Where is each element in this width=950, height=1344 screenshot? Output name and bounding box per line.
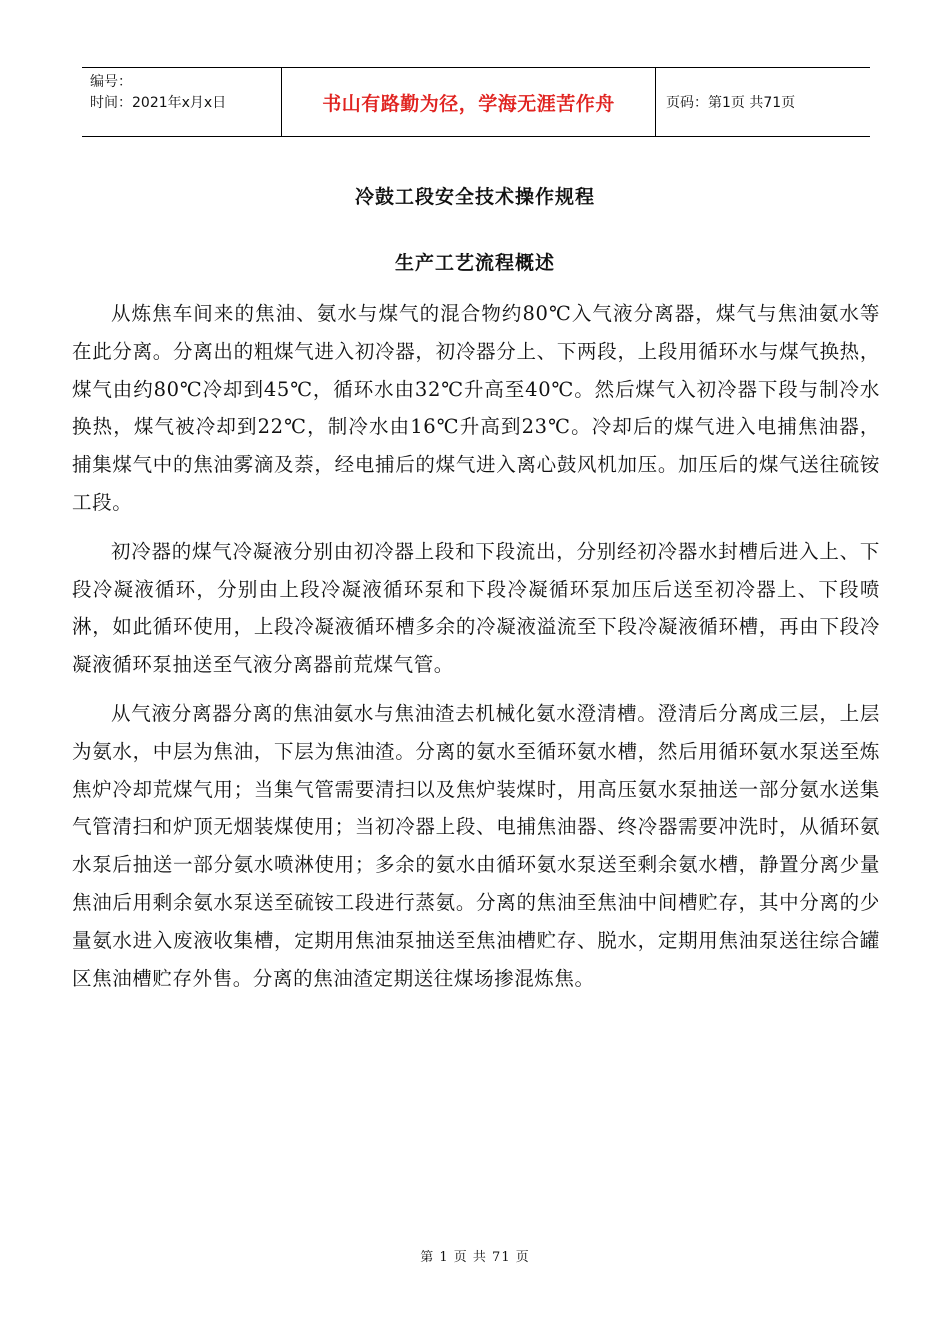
header-page-info-cell — [656, 68, 870, 136]
document-body — [72, 295, 880, 1008]
body-paragraph: 从气液分离器分离的焦油氨水与焦油渣去机械化氨水澄清槽。澄清后分离成三层，上层为氨水，中层为焦油，下层为焦油渣。分离的氨水至循环氨水槽，然后用循环氨水泵送至炼焦炉冷却荒煤气用；当集气管需要清扫以及焦炉装煤时，用高压氨水泵抽送一部分氨水送集气管清扫和炉顶无烟装煤使用；当初冷器上段、电捕焦油器、终冷器需要冲洗时，从循环氨水泵后抽送一部分氨水喷淋使用；多余的氨水由循环氨水泵送至剩余氨水槽，静置分离少量焦油后用剩余氨水泵送至硫铵工段进行蒸氨。分离的焦油至焦油中间槽贮存，其中分离的少量氨水进入废液收集槽，定期用焦油泵抽送至焦油槽贮存、脱水，定期用焦油泵送往综合罐区焦油槽贮存外售。分离的焦油渣定期送往煤场掺混炼焦。 — [72, 701, 880, 990]
header-motto-cell — [282, 68, 656, 136]
header-meta — [82, 68, 282, 136]
body-paragraph: 从炼焦车间来的焦油、氨水与煤气的混合物约80℃入气液分离器，煤气与焦油氨水等在此分离。分离出的粗煤气进入初冷器，初冷器分上、下两段，上段用循环水与煤气换热，煤气由约80℃冷却到45℃，循环水由32℃升高至40℃。然后煤气入初冷器下段与制冷水换热，煤气被冷却到22℃，制冷水由16℃升高到23℃。冷却后的煤气进入电捕焦油器，捕集煤气中的焦油雾滴及萘，经电捕后的煤气进入离心鼓风机加压。加压后的煤气送往硫铵工段。 — [72, 302, 880, 514]
header-motto: 书山有路勤为径，学海无涯苦作舟 — [322, 92, 615, 115]
page-footer: 第 1 页 共 71 页 — [420, 1250, 530, 1265]
page-header — [82, 67, 870, 137]
section-title: 生产工艺流程概述 — [394, 252, 555, 274]
header-page-info: 页码：第1页 共71页 — [666, 95, 796, 111]
document-number-label: 编号： — [90, 74, 132, 90]
document-title: 冷鼓工段安全技术操作规程 — [354, 186, 595, 208]
document-time-label: 时间：2021年x月x日 — [90, 95, 227, 111]
body-paragraph: 初冷器的煤气冷凝液分别由初冷器上段和下段流出，分别经初冷器水封槽后进入上、下段冷凝液循环，分别由上段冷凝液循环泵和下段冷凝循环泵加压后送至初冷器上、下段喷淋，如此循环使用，上段冷凝液循环槽多余的冷凝液溢流至下段冷凝液循环槽，再由下段冷凝液循环泵抽送至气液分离器前荒煤气管。 — [72, 539, 880, 677]
